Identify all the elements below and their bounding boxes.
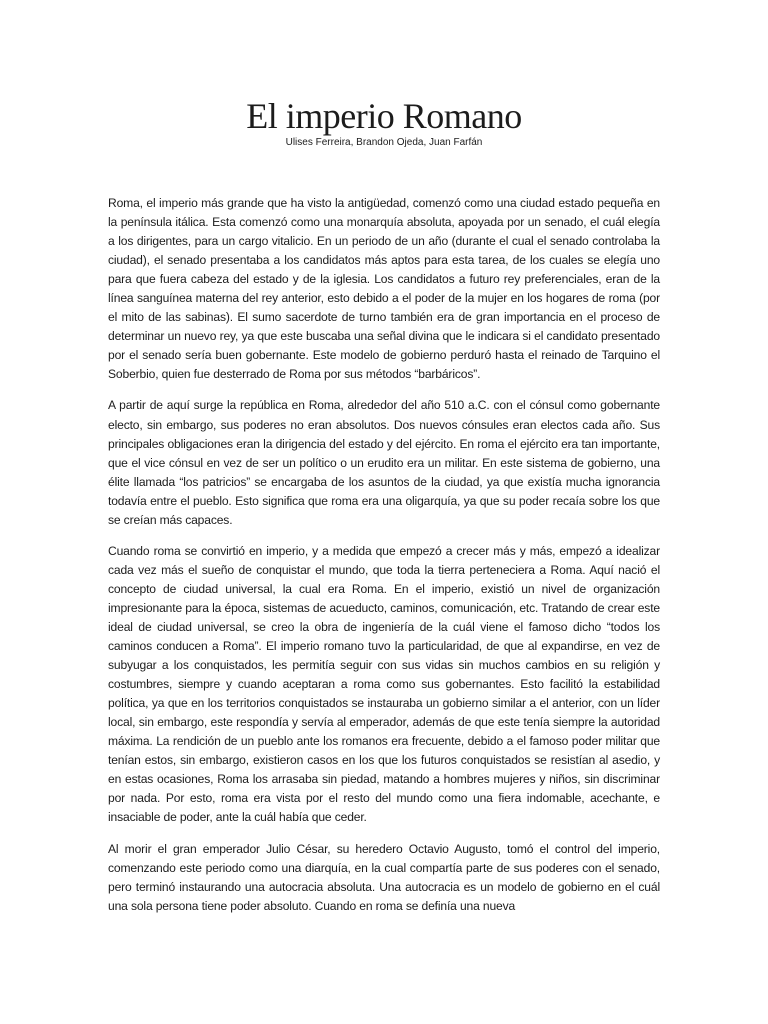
paragraph-1: Roma, el imperio más grande que ha visto la antigüedad, comenzó como una ciudad estado pequeña en la península itálica. Esta comenzó como una monarquía absoluta, apoyada por un senado, el cuál elegía a los dirigentes, para un cargo vitalicio. En un periodo de un año (durante el cual el senado controlaba la ciudad), el senado presentaba a los candidatos más aptos para esta tarea, de los cuales se elegía uno para que fuera cabeza del estado y de la iglesia. Los candidatos a futuro rey preferenciales, eran de la línea sanguínea materna del rey anterior, esto debido a el poder de la mujer en los hogares de roma (por el mito de las sabinas). El sumo sacerdote de turno también era de gran importancia en el proceso de determinar un nuevo rey, ya que este buscaba una señal divina que le indicara si el candidato presentado por el senado sería buen gobernante. Este modelo de gobierno perduró hasta el reinado de Tarquino el Soberbio, quien fue desterrado de Roma por sus métodos “barbáricos”. xyxy=(108,196,660,382)
paragraph-4: Al morir el gran emperador Julio César, su heredero Octavio Augusto, tomó el control del imperio, comenzando este periodo como una diarquía, en la cual compartía parte de sus poderes con el senado, pero terminó instaurando una autocracia absoluta. Una autocracia es un modelo de gobierno en el cuál una sola persona tiene poder absoluto. Cuando en roma se definía una nueva xyxy=(108,841,660,913)
document-authors: Ulises Ferreira, Brandon Ojeda, Juan Farfán xyxy=(285,137,483,148)
document-title: El imperio Romano xyxy=(246,96,522,136)
paragraph-3: Cuando roma se convirtió en imperio, y a medida que empezó a crecer más y más, empezó a idealizar cada vez más el sueño de conquistar el mundo, que toda la tierra perteneciera a Roma. Aquí nació el concepto de ciudad universal, la cual era Roma. En el imperio, existió un nivel de organización impresionante para la época, sistemas de acueducto, caminos, comunicación, etc. Tratando de crear este ideal de ciudad universal, se creo la obra de ingeniería de la cuál viene el famoso dicho “todos los caminos conducen a Roma”. El imperio romano tuvo la particularidad, de que al expandirse, en vez de subyugar a los conquistados, les permitía seguir con sus vidas sin muchos cambios en su religión y costumbres, siempre y cuando aceptaran a roma como sus gobernantes. Esto facilitó la estabilidad política, ya que en los territorios conquistados se instauraba un gobierno similar a el anterior, con un líder local, sin embargo, este respondía y servía al emperador, además de que este tenía siempre la autoridad máxima. La rendición de un pueblo ante los romanos era frecuente, debido a el famoso poder militar que tenían estos, sin embargo, existieron casos en los que los futuros conquistados se resistían al asedio, y en estas ocasiones, Roma los arrasaba sin piedad, matando a hombres mujeres y niños, sin discriminar por nada. Por esto, roma era vista por el resto del mundo como una fiera indomable, acechante, e insaciable de poder, ante la cuál había que ceder. xyxy=(108,543,660,825)
document-body xyxy=(108,194,660,916)
paragraph-2: A partir de aquí surge la república en Roma, alrededor del año 510 a.C. con el cónsul como gobernante electo, sin embargo, sus poderes no eran absolutos. Dos nuevos cónsules eran electos cada año. Sus principales obligaciones eran la dirigencia del estado y del ejército. En roma el ejército era tan importante, que el vice cónsul en vez de ser un político o un erudito era un militar. En este sistema de gobierno, una élite llamada “los patricios” se encargaba de los asuntos de la ciudad, ya que existía mucha ignorancia todavía entre el pueblo. Esto significa que roma era una oligarquía, ya que su poder recaía sobre los que se creían más capaces. xyxy=(108,398,660,527)
